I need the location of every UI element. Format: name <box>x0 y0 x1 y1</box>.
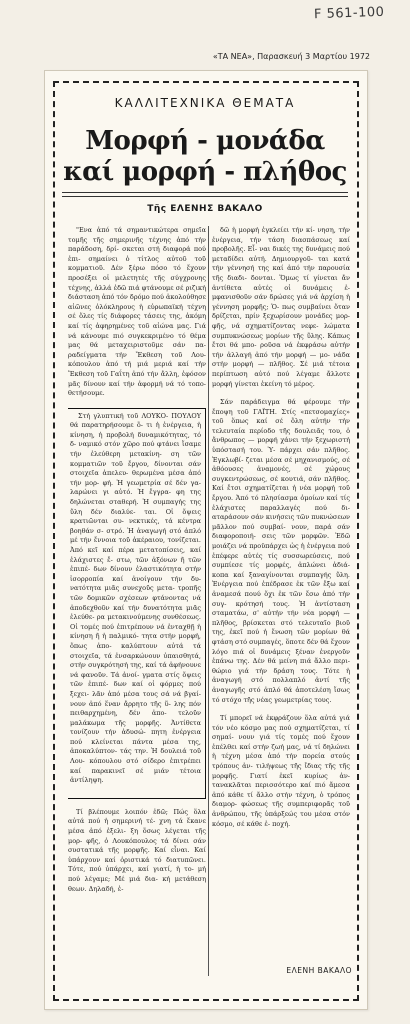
section-heading: ΚΑΛΛΙΤΕΧΝΙΚΑ ΘΕΜΑΤΑ <box>114 96 296 110</box>
byline: Τῆς ΕΛΕΝΗΣ ΒΑΚΑΛΟ <box>147 204 263 214</box>
article-column-right <box>212 226 350 956</box>
paragraph: Σάν παράδειγμα θά φέρουμε τήν ἔποψη τοῦ ΓΑΪΤΗ. Στίς «πετσομαχίες» τοῦ ὅπως καί σέ ὅλη αὐτήν τήν τελευταία περίοδο τῆς δουλειᾶς του, ὁ ἄνθρωπος — μορφή χάνει τήν ξεχωριστή ὑπόστασή του. Ὑ- πάρχει σάν πλῆθος. Ἐγκλωβί- ζεται μέσα σέ μηχανισμούς, σέ ἀθόουσες ἀναμονές, σέ χώρους συγκεντρώσεως, σέ κουτιά, σάν πλῆθος. Καί ἔτσι σχηματίζεται ἡ νέα μορφή τοῦ ἔργου. Ἀπό τό πλησίασμα ὁμοίων καί τίς ἐλάχιστες παραλλαγές πού δι- αταράσουν σάν κινήσεις τῶν πυκνώσεων μᾶλλον πού συμβαί- νουν, παρά σάν διαφοροποιή- σεις τῶν μορφῶν. Ἐδῶ μοιάζει νά προϋπάρχει ὡς ἡ ἐνέργεια πού ἐπέφερε αὐτές τίς συσσωρεύσεις, πού συμπίεσε τίς μορφές, ἀπλώνει ἀδιά- κοπα καί ξαναγίνονται συμπαγής ὕλη. Ἐνέργεια πού ἐπέδρασε ἐκ τῶν ἔξω καί ἀναμεσά πουύ ὄχι ἐκ τῶν ἔσω ἀπό τήν συγ- κρότησή τους. Ἡ ἀντίσταση σταματάω, σ' αὐτήν τήν νέα μορφή — πλῆθος, βρίσκεται στό τελευταῖο βιοῦ της, ἐκεῖ πού ἡ ἔνωση τῶν μορίων θά φτάση στό συμπαγές, ὅποτε δέν θά ἔχουν λόγο πιά οἱ δυνάμεις ξέναν ἐνεργοῦν ἐπάνω της. Δέν θά μείνη πιά ἄλλο περι- θώριο γιά τήν δράση τους. Τότε ἡ ἀναγωγή στό πολλαπλό ἀντί τῆς ἀναγωγῆς στό ἀπλό θά ἀποτελέση ἴσως τό στόχο τῆς νέας γεωμετρίας τους. <box>212 398 350 704</box>
column-divider <box>208 226 209 976</box>
title-line-1: Μορφή - μονάδα <box>85 126 325 156</box>
paragraph: "Ενα ἀπό τά σημαντικώτερα σημεῖα τομῆς τῆς σημερινῆς τέχνης ἀπό τήν παράδοση, δρί- σκεται στή διαφορά πού ἐπι- σημαίνει ὁ τίτλος αὐτοῦ τοῦ κομματιοῦ. Δέν ξέρω πόσο τό ἔχουν προσέξει οἱ μελετητές τῆς σύγχρονης τέχνης, ἀλλά ἐδῶ πιά φτάνουμε σέ ριζική διάσταση ἀπό τόν δρόμο πού ἀκολούθησε αἰῶνες ὁλόκληρους ἡ εὐρωπαϊκή τέχνη σέ ὅλες τίς διάφορες τάσεις της, ἀκόμη καί τίς ἀφηρημένες τοῦ αἰώνα μας. Γιά νά κάνουμε πιό συγκεκριμένο τό θέμα μας θά μεταχειριστοῦμε σάν πα- ραδείγματα τήν Ἔκθεση τοῦ Λου- κόπουλου ἀπό τή μιά μεριά καί τήν Ἔκθεση τοῦ Γαΐτη ἀπό τήν ἄλλη, ἐφόσον μᾶς δίνουν καί τήν ἀφορμή νά τό τοπο- θετήσουμε. <box>68 226 206 398</box>
title-rule-top <box>62 192 348 193</box>
paragraph: δῶ ἡ μορφή ἐγκλείει τήν κί- νηση, τήν ἐνέργεια, τήν τάση διασπάσεως καί προβολῆς. Εἶ- ναι δικές της δυνάμεις πού μεταδίδει αὐτή. Δημιουργοῦ- ται κατά τήν γέννησή της καί ἀπό τήν παρουσία τῆς διαδι- δονται. Ὅμως τί γίνεται ἄν ἀντίθετα αὐτές οἱ δυνάμεις ἐ- μφανισθοῦν σάν δρώσες γιά νά ἀρχίση ἡ γέννηση μορφῆς; Ὁ- πως συμβαίνει ὅταν δρίζεται, πρίν ξεχωρίσουν μονάδες μορ- φῆς, νά σχηματίζοντας νεφε- λώματα συμπυκνώσεως μορίων τῆς ὕλης. Κάπως ἔτσι θά μπο- ροῦσα νά ἐκφράσω αὐτήν τήν ἀλλαγή ἀπό τήν μορφή — μο- νάδα στήν μορφή — πλῆθος. Σέ μιά τέτοια περίπτωση αὐτό πού λέγαμε ἄλλοτε μορφή γίνεται ἐκείνη τό μέρος. <box>212 226 350 388</box>
title-rule-bottom <box>62 196 348 197</box>
paragraph: Τί μπορεῖ νά ἐκφράζουν ὅλα αὐτά γιά τόν νέο κόσμο μας πού σχηματίζεται, τί σημαί- νουν γιά τίς τομές πού ἔχουν ἐπέλθει καί στήν ζωή μας, νά τί δηλώνει ἡ τέχνη μέσα ἀπό τήν πορεία στούς τρόπους ἀν- τιλήψεως τῆς ἴδιας τῆς τῆς μορφῆς. Γιατί ἐκεῖ κυρίως ἀν- τανακλᾶται περισσότερο καί πιό ἄμεσα ἀπό κάθε τί ἄλλο στήν τέχνη, ὁ τρόπος διαμορ- φώσεως τῆς συμπεριφορᾶς τοῦ ἀνθρώπου, τῆς ὑπάρξεώς του μέσα στόν κόσμο, σέ κάθε ἐ- ποχή. <box>212 714 350 828</box>
article-column-left <box>68 226 206 976</box>
newspaper-source-line: «ΤΑ ΝΕΑ», Παρασκευή 3 Μαρτίου 1972 <box>212 52 370 61</box>
boxed-paragraph <box>68 408 206 799</box>
article-title <box>0 126 410 188</box>
paragraph: Στή γλυπτική τοῦ ΛΟΥΚΟ- ΠΟΥΛΟΥ θά παρατηρήσουμε ὅ- τι ἡ ἐνέργεια, ἡ κίνηση, ἡ προβολή δυναμικότητας, τό δ- ναμικό στόν χῶρο πού φτάνει ἴσαμε τήν ἐλεύθερη μετακίνη- ση τῶν κομματιῶν τοῦ ἔργου, δίνονται σάν στοιχεῖα ἀπελευ- θερωμένα μέσα ἀπό τήν μορ- φή. Ἡ γεωμετρία σέ δέν γα- λαρώνει γι αὐτό. Ἡ ἔγγρα- φη της δηλώνεται σταθερή. Ἡ συμπαγής της ὕλη δέν διαλύε- ται. Οἱ ὄψεις κρατιῶνται συ- νεκτικές, τά κέντρα βοηθάν σ- στρό. Ἡ ἀναγωγή στό ἀπλό μέ τήν ἔννοια τοῦ ἀκέραιου, τονίζεται. Ἀπό κεῖ καί πέρα μετατοπίσεις, καί ἐλάχιστες ἔ- στω, τῶν ἀξόνων ἤ τῶν ἐπιπέ- δων δίνουν ἐλαστικότητα στήν ἰσορροπία καί ἀνοίγουν τήν δυ- νατότητα μιᾶς συνεχοῦς μετα- τροπῆς τῶν δομικῶν σχέσεων φτάνοντας νά ἀποδεχθοῦν καί τήν δυνατότητα μιᾶς ἐλεύθε- ρα μετακινούμενης συνθέσεως. Οἱ τομές πού ἐπιτρέπουν νά ἐνταχθῇ ἡ κίνηση ἤ ἡ παλμικό- τητα στήν μορφή, ὅπως ἀπο- καλύπτουν αὐτά τά στοιχεῖα, τά ἐνσαρκώνουν ὑπαισθητά, στήν συγκρότησή της, καί τά ἀφήνουνε νά φανοῦν. Τά ἀνοί- γματα στίς ὄψεις τῶν ἐπιπέ- δων καί οἱ φόρμες πού ξεχει- λᾶν ἀπό μέσα τους σά νά βγαί- νουν ἀπό ἕναν ἄρρητο τῆς ὕ- λης πόν πειθαρχημένη, δέν ἀπο- τελοῦν μαλάκωμα τῆς μορφῆς. Ἀντίθετα τονίζουν τήν ἀδυσώ- πητη ἐνέργεια πού κλείνεται πάντα μέσα της, ἀποκαλύπτον- τάς την. Ἡ δουλειά τοῦ Λου- κόπουλου στό σίδερο ἐπιτρέπει καί παρακινεῖ σέ μιάν τέτοια ἀντίληψη. <box>70 411 201 785</box>
title-line-2: καί μορφή - πλήθος <box>63 157 347 187</box>
author-signature: ΕΛΕΝΗ ΒΑΚΑΛΟ <box>286 966 352 975</box>
paragraph: Τί βλέπουμε λοιπόν ἐδῶ; Πώς ὅλα αὐτά πού ἡ σημερινή τέ- χνη τά ἔκανε μέσα ἀπό ἐξελι- ξη ὅσως λέγεται τῆς μορ- φῆς, ὁ Λουκόπουλος τά δίνει σάν συστατικά τῆς μορφῆς. Καί εἶναι. Καί ὑπάρχουν καί ὁριστικά τό διατυπῶνει. Τότε, πού ὑπάρχει, καί γιατί, ἡ το- μή πού λέγαμε; Μέ μιά δια- κή μετάθεση θεων. Δηλαδή, ἐ- <box>68 807 206 893</box>
handwritten-archive-note: F 561-100 <box>313 4 385 23</box>
